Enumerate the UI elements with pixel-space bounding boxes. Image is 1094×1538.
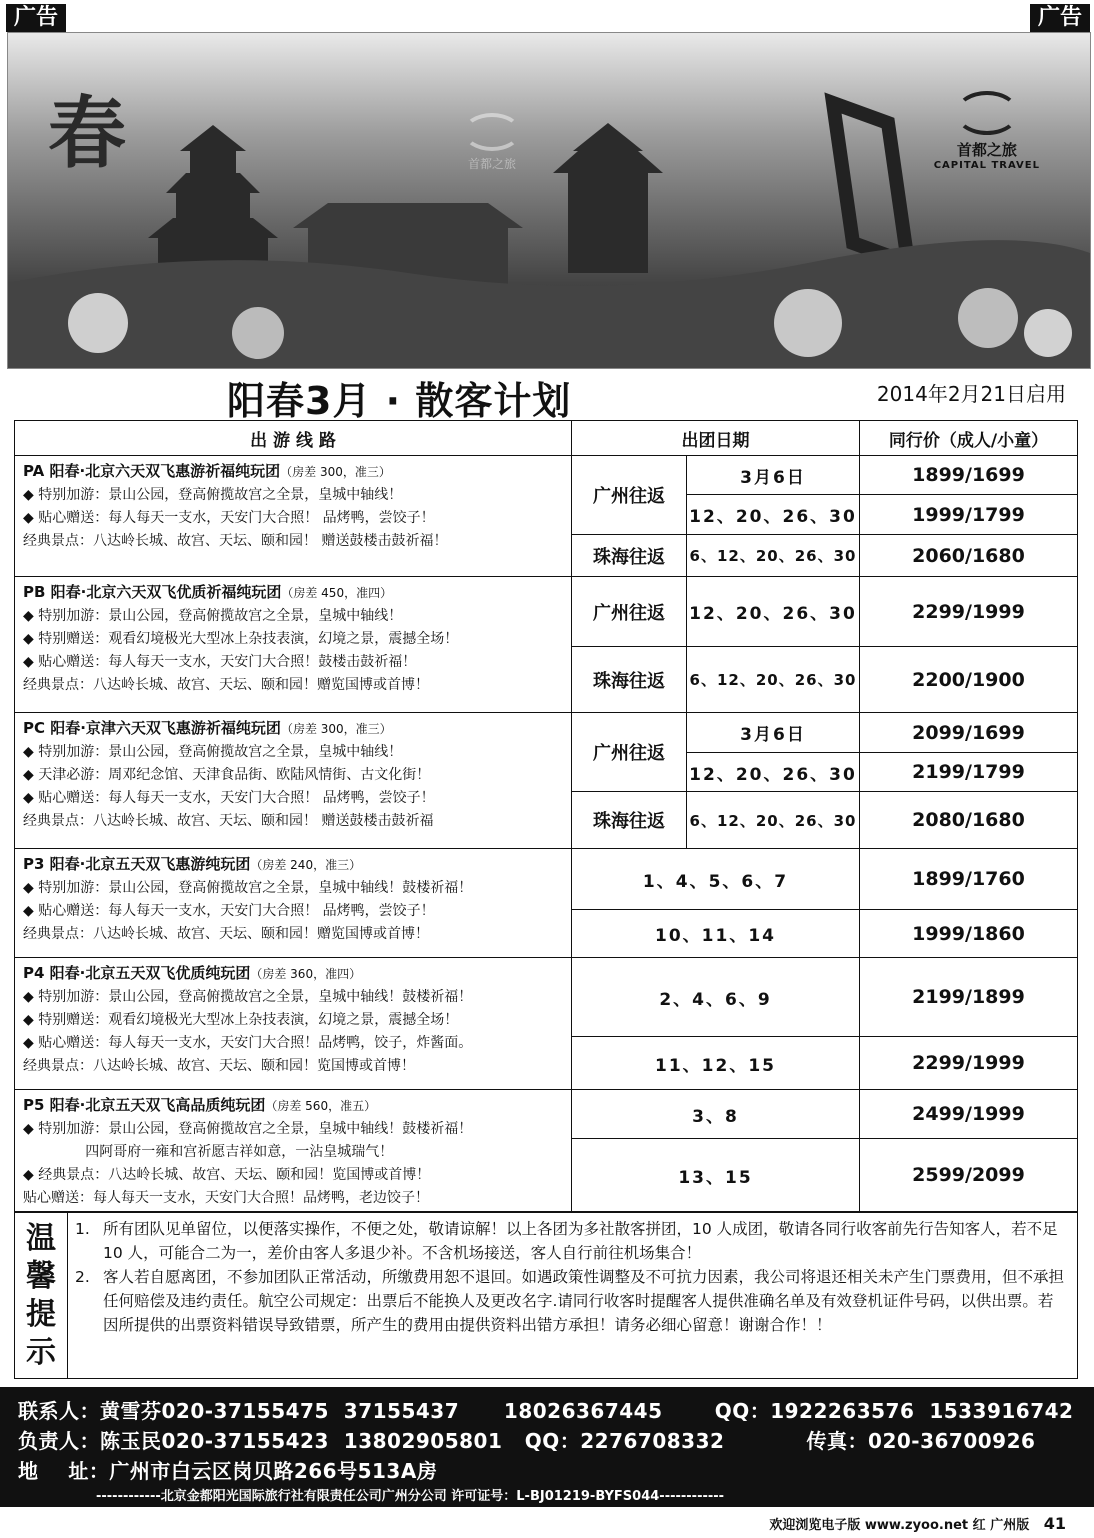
tips-label-char: 提 [26,1296,56,1332]
route-p3 [14,848,572,958]
watermark-logo-cn: 首都之旅 [467,157,516,171]
tips-label [15,1213,68,1378]
date-cell: 3月6日 [686,455,860,495]
route-line: ◆ 特别加游：景山公园，登高俯揽故宫之全景，皇城中轴线！鼓楼祈福！ [23,1121,473,1137]
logo-cn: 首都之旅 [956,141,1017,159]
route-note: （房差 300，准三） [280,465,391,479]
effective-date: 2014年2月21日启用 [876,382,1066,406]
tip-item [75,1265,1067,1337]
tip-number: 1. [75,1220,90,1238]
tip-item [75,1217,1067,1265]
tip-text: 客人若自愿离团，不参加团队正常活动，所缴费用恕不退回。如遇政策性调整及不可抗力因素，我公司将退还相关未产生门票费用，但不承担任何赔偿及违约责任。航空公司规定：出票后不能换人及更改名字.请同行收客时提醒客人提供准确名单及有效登机证件号码，以供出票。若因所提供的出票资料错误导致错票，所产生的费用由提供资料出错方承担！请务必细心留意！谢谢合作！！ [103,1268,1065,1334]
contact-line: 联系人：黄雪芬020-37155475 37155437 18026367445 QQ：1922263576 1533916742 [18,1399,1074,1423]
price-cell: 2199/1799 [859,752,1078,792]
route-note: （房差 240，准三） [250,858,362,872]
tour-table [14,420,1078,1212]
route-line: ◆ 贴心赠送：每人每天一支水，天安门大合照！ 品烤鸭，尝饺子！ [23,790,435,806]
watermark-logo [463,113,521,172]
tips-label-char: 温 [26,1220,56,1256]
price-cell: 1999/1860 [859,909,1078,958]
route-line: ◆ 特别加游：景山公园，登高俯揽故宫之全景，皇城中轴线！ [23,744,403,760]
date-cell: 2、4、6、9 [571,957,860,1037]
route-p4 [14,957,572,1090]
date-cell: 3、8 [571,1089,860,1139]
route-line: 经典景点：八达岭长城、故宫、天坛、颐和园！ 赠送鼓楼击鼓祈福 [23,813,434,829]
price-cell: 2060/1680 [859,534,1078,577]
banner-image [7,32,1091,369]
price-cell: 2200/1900 [859,646,1078,713]
date-cell: 6、12、20、26、30 [686,646,860,713]
route-line: ◆ 特别赠送：观看幻境极光大型冰上杂技表演，幻境之景，震撼全场！ [23,631,459,647]
price-cell: 2599/2099 [859,1138,1078,1212]
company-license: ------------北京金都阳光国际旅行社有限责任公司广州分公司 许可证号：L-BJ01219-BYFS044------------ [96,1489,725,1504]
welcome-text: 欢迎浏览电子版 www.zyoo.net 红 广州版 [769,1518,1030,1533]
route-pa [14,455,572,577]
city-cell: 珠海往返 [571,534,687,577]
date-cell: 12、20、26、30 [686,576,860,647]
route-line: ◆ 特别加游：景山公园，登高俯揽故宫之全景，皇城中轴线！ [23,487,403,503]
header-route: 出 游 线 路 [14,420,572,456]
route-title: P3 阳春·北京五天双飞惠游纯玩团 [23,855,251,873]
date-cell: 6、12、20、26、30 [686,791,860,849]
route-line: ◆ 特别加游：景山公园，登高俯揽故宫之全景，皇城中轴线！ [23,608,403,624]
price-cell: 2099/1699 [859,712,1078,753]
date-cell: 6、12、20、26、30 [686,534,860,577]
date-cell: 1、4、5、6、7 [571,848,860,910]
route-pb [14,576,572,713]
price-cell: 2499/1999 [859,1089,1078,1139]
route-line: 经典景点：八达岭长城、故宫、天坛、颐和园！赠览国博或首博！ [23,677,429,693]
route-line: ◆ 特别加游：景山公园，登高俯揽故宫之全景，皇城中轴线！鼓楼祈福！ [23,880,473,896]
capital-travel-logo [934,91,1040,171]
route-line: 贴心赠送：每人每天一支水，天安门大合照！品烤鸭，老边饺子！ [23,1190,429,1206]
route-line: ◆ 特别赠送：观看幻境极光大型冰上杂技表演，幻境之景，震撼全场！ [23,1012,459,1028]
tips-label-char: 示 [26,1334,56,1370]
city-cell: 广州往返 [571,576,687,647]
route-line: ◆ 天津必游：周邓纪念馆、天津食品街、欧陆风情街、古文化街！ [23,767,431,783]
manager-line: 负责人：陈玉民020-37155423 13802905801 QQ：2276708332 传真：020-36700926 [18,1429,1036,1453]
route-note: （房差 450，准四） [281,586,393,600]
route-line: 经典景点：八达岭长城、故宫、天坛、颐和园！览国博或首博！ [23,1058,415,1074]
date-cell: 12、20、26、30 [686,494,860,535]
tips-label-char: 馨 [26,1258,56,1294]
route-line: 经典景点：八达岭长城、故宫、天坛、颐和园！赠览国博或首博！ [23,926,429,942]
city-cell: 珠海往返 [571,791,687,849]
route-title: P4 阳春·北京五天双飞优质纯玩团 [23,964,251,982]
route-line: 四阿哥府一雍和宫祈愿吉祥如意，一沾皇城瑞气！ [23,1144,394,1160]
route-line: ◆ 特别加游：景山公园，登高俯揽故宫之全景，皇城中轴线！鼓楼祈福！ [23,989,473,1005]
beijing-landmarks-illustration [8,33,1090,368]
logo-en: CAPITAL TRAVEL [933,160,1040,171]
tip-text: 所有团队见单留位，以便落实操作，不便之处，敬请谅解！以上各团为多社散客拼团，10 人成团，敬请各同行收客前先行告知客人，若不足 10 人，可能合二为一，差价由客人多退少补。不含机场接送，客人自行前往机场集合！ [103,1220,1058,1262]
ad-tag-left: 广告 [6,4,66,32]
date-cell: 12、20、26、30 [686,752,860,792]
date-cell: 3月6日 [686,712,860,753]
contact-footer [0,1387,1094,1507]
route-note: （房差 560，准五） [265,1099,377,1113]
price-cell: 2299/1999 [859,1036,1078,1090]
spring-character: 春 [48,88,127,179]
route-line: ◆ 贴心赠送：每人每天一支水，天安门大合照！鼓楼击鼓祈福！ [23,654,417,670]
route-line: ◆ 经典景点：八达岭长城、故宫、天坛、颐和园！览国博或首博！ [23,1167,431,1183]
header-dates: 出团日期 [571,420,860,456]
price-cell: 2199/1899 [859,957,1078,1037]
route-pc [14,712,572,849]
route-title: P5 阳春·北京五天双飞高品质纯玩团 [23,1096,266,1114]
route-title: PA 阳春·北京六天双飞惠游祈福纯玩团 [23,462,281,480]
page-footer [769,1514,1066,1533]
route-title: PB 阳春·北京六天双飞优质祈福纯玩团 [23,583,282,601]
price-cell: 1899/1699 [859,455,1078,495]
route-line: ◆ 贴心赠送：每人每天一支水，天安门大合照！ 品烤鸭，尝饺子！ [23,510,435,526]
swirl-icon [955,91,1019,135]
route-title: PC 阳春·京津六天双飞惠游祈福纯玩团 [23,719,281,737]
date-cell: 13、15 [571,1138,860,1212]
swirl-icon [463,113,521,151]
route-note: （房差 300，准三） [280,722,392,736]
route-note: （房差 360，准四） [250,967,362,981]
city-cell: 广州往返 [571,712,687,792]
city-cell: 珠海往返 [571,646,687,713]
date-cell: 11、12、15 [571,1036,860,1090]
page-title: 阳春3月 · 散客计划 [227,379,572,423]
page-number: 41 [1043,1514,1066,1533]
price-cell: 1899/1760 [859,848,1078,910]
price-cell: 2299/1999 [859,576,1078,647]
route-line: 经典景点：八达岭长城、故宫、天坛、颐和园！ 赠送鼓楼击鼓祈福！ [23,533,448,549]
price-cell: 2080/1680 [859,791,1078,849]
header-price: 同行价（成人/小童） [859,420,1078,456]
tip-number: 2. [75,1268,90,1286]
city-cell: 广州往返 [571,455,687,535]
tips-box [14,1212,1078,1379]
ad-tag-right: 广告 [1030,4,1090,32]
address-line: 地 址：广州市白云区岗贝路266号513A房 [18,1459,438,1483]
route-line: ◆ 贴心赠送：每人每天一支水，天安门大合照！ 品烤鸭，尝饺子！ [23,903,435,919]
price-cell: 1999/1799 [859,494,1078,535]
date-cell: 10、11、14 [571,909,860,958]
route-p5 [14,1089,572,1212]
route-line: ◆ 贴心赠送：每人每天一支水，天安门大合照！品烤鸭，饺子，炸酱面。 [23,1035,473,1051]
